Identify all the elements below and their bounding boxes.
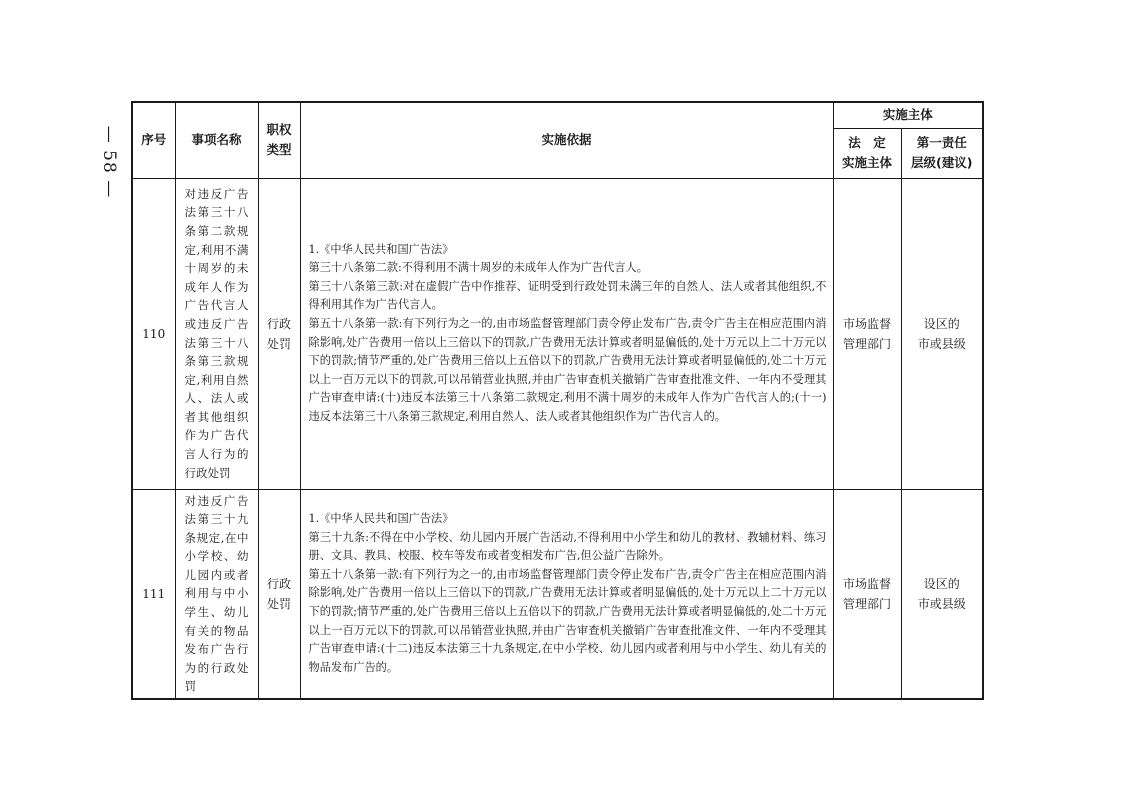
row-first-line1: 设区的 [923, 576, 960, 591]
row-seq: 111 [132, 489, 175, 699]
basis-paragraph: 第三十八条第三款:对在虚假广告中作推荐、证明受到行政处罚未满三年的自然人、法人或者其他组织,不得利用其作为广告代言人。 [308, 279, 827, 312]
page-number [94, 122, 124, 202]
basis-paragraph: 1.《中华人民共和国广告法》 [308, 242, 454, 256]
row-item-name: 对违反广告法第三十八条第二款规定,利用不满十周岁的未成年人作为广告代言人或违反广告法第三十八条第三款规定,利用自然人、法人或者其他组织作为广告代言人行为的行政处罚 [175, 178, 258, 489]
header-basis: 实施依据 [300, 102, 833, 178]
row-first-line2: 市或县级 [917, 336, 966, 351]
row-seq: 110 [132, 178, 175, 489]
row-authority-type [258, 489, 300, 699]
basis-paragraph: 1.《中华人民共和国广告法》 [308, 512, 454, 526]
header-subject-group: 实施主体 [833, 102, 983, 128]
authority-table [131, 101, 984, 700]
row-type-line1: 行政 [266, 316, 291, 331]
row-item-name: 对违反广告法第三十九条规定,在中小学校、幼儿园内或者利用与中小学生、幼儿有关的物品发布广告行为的行政处罚 [175, 489, 258, 699]
row-legal-subject [833, 489, 901, 699]
row-legal-subject [833, 178, 901, 489]
header-name: 事项名称 [175, 102, 258, 178]
header-type-line1: 职权 [266, 122, 292, 138]
basis-paragraph: 第五十八条第一款:有下列行为之一的,由市场监督管理部门责令停止发布广告,责令广告主在相应范围内消除影响,处广告费用一倍以上三倍以下的罚款,广告费用无法计算或者明显偏低的,处十万元以上二十万元以下的罚款;情节严重的,处广告费用三倍以上五倍以下的罚款,广告费用无法计算或者明显偏低的,处二十万元以上一百万元以下的罚款,可以吊销营业执照,并由广告审查机关撤销广告审查批准文件、一年内不受理其广告审查申请:(十)违反本法第三十八条第二款规定,利用不满十周岁的未成年人作为广告代言人的;(十一)违反本法第三十八条第三款规定,利用自然人、法人或者其他组织作为广告代言人的。 [308, 316, 827, 423]
row-legal-line2: 管理部门 [842, 336, 891, 351]
row-authority-type [258, 178, 300, 489]
row-legal-line2: 管理部门 [842, 596, 891, 611]
row-legal-line1: 市场监督 [842, 316, 891, 331]
basis-paragraph: 第五十八条第一款:有下列行为之一的,由市场监督管理部门责令停止发布广告,责令广告主在相应范围内消除影响,处广告费用一倍以上三倍以下的罚款,广告费用无法计算或者明显偏低的,处十万元以上二十万元以下的罚款;情节严重的,处广告费用三倍以上五倍以下的罚款,广告费用无法计算或者明显偏低的,处二十万元以上一百万元以下的罚款,可以吊销营业执照,并由广告审查机关撤销广告审查批准文件、一年内不受理其广告审查申请:(十二)违反本法第三十九条规定,在中小学校、幼儿园内或者利用与中小学生、幼儿有关的物品发布广告的。 [308, 567, 827, 674]
header-type [258, 102, 300, 178]
page-number-text: — 58 — [99, 125, 120, 199]
table-header [132, 102, 983, 178]
header-legal-line1: 法 定 [848, 135, 886, 150]
row-type-line2: 处罚 [266, 336, 291, 351]
table-row [132, 178, 983, 489]
row-legal-basis [300, 489, 833, 699]
row-first-line1: 设区的 [923, 316, 960, 331]
row-first-level [901, 178, 983, 489]
row-legal-basis [300, 178, 833, 489]
row-first-line2: 市或县级 [917, 596, 966, 611]
row-type-line2: 处罚 [266, 596, 291, 611]
header-legal-subject [833, 128, 901, 178]
header-type-line2: 类型 [266, 142, 292, 158]
row-first-level [901, 489, 983, 699]
header-first-line2: 层级(建议) [911, 155, 973, 170]
table-row [132, 489, 983, 699]
header-seq: 序号 [132, 102, 175, 178]
header-first-line1: 第一责任 [916, 135, 967, 150]
row-type-line1: 行政 [266, 576, 291, 591]
row-legal-line1: 市场监督 [842, 576, 891, 591]
header-legal-line2: 实施主体 [841, 155, 892, 170]
header-first-level [901, 128, 983, 178]
basis-paragraph: 第三十九条:不得在中小学校、幼儿园内开展广告活动,不得利用中小学生和幼儿的教材、教辅材料、练习册、文具、教具、校服、校车等发布或者变相发布广告,但公益广告除外。 [308, 530, 827, 563]
basis-paragraph: 第三十八条第二款:不得利用不满十周岁的未成年人作为广告代言人。 [308, 261, 648, 275]
